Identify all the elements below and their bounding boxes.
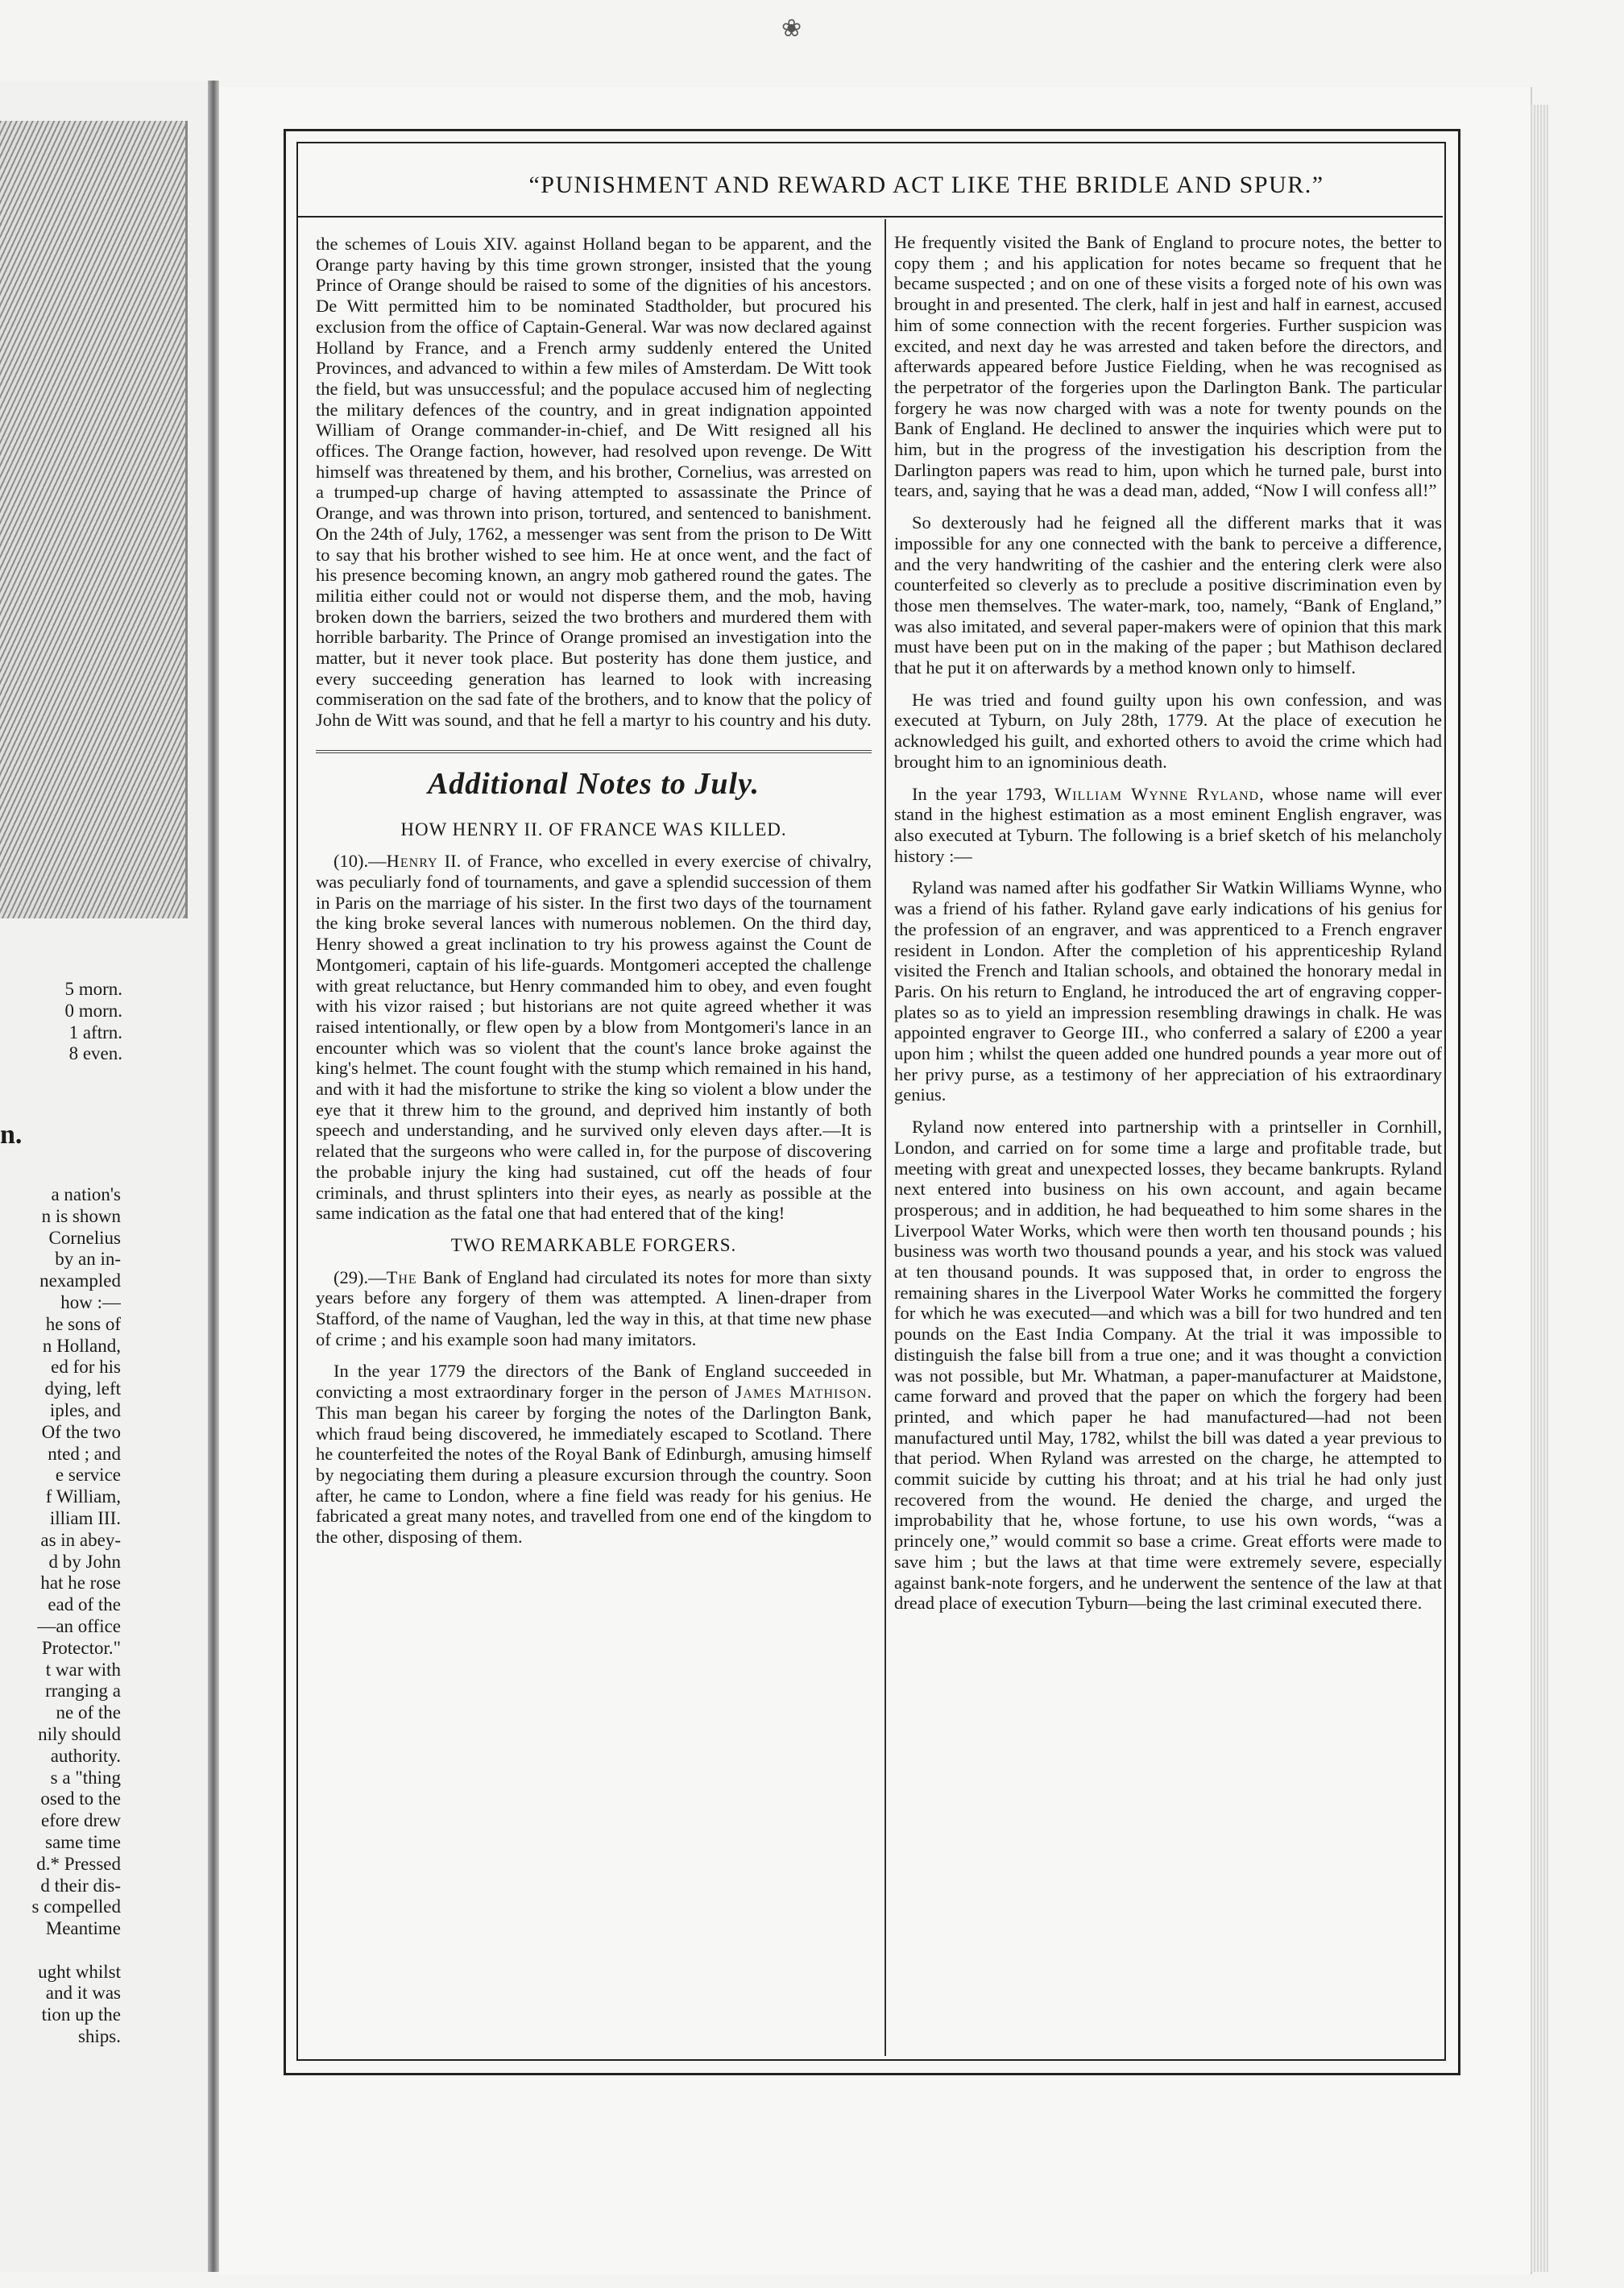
left-page-line: ead of the	[48, 1594, 121, 1615]
left-page-line: ed for his	[51, 1357, 121, 1378]
date-lead: (29).—	[334, 1266, 387, 1287]
left-page-line: how :—	[60, 1291, 121, 1312]
small-caps-name: Henry	[386, 851, 438, 872]
right-column	[894, 232, 1442, 1625]
column-rule	[884, 219, 886, 2056]
left-page-line: dying, left	[44, 1378, 121, 1399]
left-page-line: rranging a	[45, 1681, 121, 1701]
page-edges	[1531, 105, 1548, 2272]
left-page-line: hat he rose	[40, 1573, 121, 1594]
left-page-line: authority.	[50, 1745, 121, 1766]
paragraph-text: II. of France, who excelled in every exercise of chivalry, was peculiarly fond of tournaments, and gave a splendid succession of them in Paris on the marriage of his sister. In the first two days of the tournament the king broke several lances with numerous noblemen. On the third day, Henry showed a great inclination to try his prowess against the Count de Montgomeri, captain of his life-guards. Montgomeri accepted the challenge with great reluctance, but Henry commanded him to obey, and even fought with his vizor raised ; but historians are not quite agreed whether it was raised intentionally, or flew open by a blow from Montgomeri's lance in an encounter which was so violent that the count's lance broke against the king's helmet. The count fought with the stump which remained in his hand, and with it had the misfortune to strike the king so violent a blow under the eye that it threw him to the ground, and deprived him instantly of both speech and understanding, and he survived only eleven days after.—It is related that the surgeons who were called in, for the purpose of discovering the probable injury the king had sustained, cut off the heads of four criminals, and thrust splinters into their eyes, as nearly as possible at the same indication as the fatal one that had entered that of the king!	[316, 851, 872, 1224]
left-page-line: e service	[55, 1465, 121, 1486]
left-page-line: f William,	[45, 1486, 121, 1507]
left-page-line: nted ; and	[48, 1443, 121, 1464]
left-page-line: efore drew	[41, 1810, 121, 1831]
section-rule	[316, 750, 872, 753]
left-page-line	[0, 1940, 121, 1962]
left-page-text	[0, 1184, 121, 2048]
paragraph	[316, 1267, 872, 1350]
left-page-times	[0, 979, 122, 1065]
printer-mark: ❀	[781, 15, 802, 43]
left-column	[316, 234, 872, 1559]
small-caps-name: James Mathison	[735, 1382, 868, 1403]
time-line: 0 morn.	[64, 1000, 122, 1021]
time-line: 5 morn.	[64, 979, 122, 999]
left-page-line: d by John	[48, 1551, 121, 1572]
left-page-line: n is shown	[41, 1205, 121, 1226]
subheading: HOW HENRY II. OF FRANCE WAS KILLED.	[400, 819, 787, 839]
left-page-line: as in abey-	[40, 1529, 121, 1550]
left-page-line: ught whilst	[38, 1961, 121, 1982]
date-lead: (10).—	[334, 851, 387, 872]
left-page-line: a nation's	[51, 1184, 121, 1204]
left-page-line: ne of the	[56, 1702, 121, 1723]
paragraph: He was tried and found guilty upon his own confession, and was executed at Tyburn, on July 28th, 1779. At the place of execution he acknowledged his guilt, and exhorted others to avoid the crime which had brought him to an ignominious death.	[894, 689, 1442, 772]
small-caps-name: William Wynne Ryland	[1054, 783, 1260, 804]
paragraph-text: In the year 1779 the directors of the Bank of England succeeded in convicting a most extraordinary forger in the person of	[316, 1361, 872, 1403]
section-title: Additional Notes to July.	[427, 766, 760, 801]
paragraph	[316, 1361, 872, 1547]
book-gutter	[208, 81, 219, 2272]
small-caps-name: The	[386, 1266, 417, 1287]
paragraph-text: , whose name will ever stand in the highest estimation as a most eminent English engraver, was also executed at Tyburn. The following is a brief sketch of his melancholy history :—	[894, 783, 1442, 866]
left-page-line: n Holland,	[42, 1335, 121, 1356]
left-page-line: nexampled	[39, 1270, 121, 1291]
left-page-line: iples, and	[49, 1399, 121, 1420]
left-page-heading: n.	[0, 1120, 23, 1150]
paragraph: the schemes of Louis XIV. against Holland began to be apparent, and the Orange party having by this time grown stronger, insisted that the young Prince of Orange should be raised to some of the dignities of his ancestors. De Witt permitted him to be nominated Stadtholder, but procured his exclusion from the office of Captain-General. War was now declared against Holland by France, and a French army suddenly entered the United Provinces, and advanced to within a few miles of Amsterdam. De Witt took the field, but was unsuccessful; and the populace accused him of neglecting the military defences of the country, and in great indignation appointed William of Orange commander-in-chief, and De Witt resigned all his offices. The Orange faction, however, had resolved upon revenge. De Witt himself was threatened by them, and his brother, Cornelius, was arrested on a trumped-up charge of having attempted to assassinate the Prince of Orange, and was thrown into prison, tortured, and sentenced to banishment. On the 24th of July, 1762, a messenger was sent from the prison to De Witt to say that his brother wished to see him. He at once went, and the fact of his presence becoming known, an angry mob gathered round the gates. The militia either could not or would not disperse them, and the mob, having broken down the barriers, seized the two brothers and murdered them with horrible barbarity. The Prince of Orange promised an investigation into the matter, but it never took place. But posterity has done them justice, and every succeeding generation has learned to look with increasing commiseration on the sad fate of the brothers, and to know that the policy of John de Witt was sound, and that he fell a martyr to his country and his duty.	[316, 234, 872, 731]
time-line: 1 aftrn.	[68, 1022, 122, 1042]
left-page-line: by an in-	[55, 1249, 121, 1270]
left-page-line: illiam III.	[49, 1507, 121, 1528]
left-page-line: and it was	[45, 1983, 121, 2004]
left-page-line: Meantime	[45, 1918, 121, 1939]
header-rule	[298, 216, 1443, 218]
left-page-line: d their dis-	[40, 1875, 121, 1896]
left-page-line: nily should	[38, 1723, 121, 1744]
left-page-line: d.* Pressed	[36, 1853, 121, 1874]
left-page-line: tion up the	[41, 2004, 121, 2025]
left-page-line: Of the two	[41, 1421, 121, 1442]
paragraph-text: In the year 1793,	[912, 783, 1054, 804]
left-page-line: same time	[45, 1831, 121, 1852]
left-page-line: osed to the	[40, 1789, 121, 1809]
paragraph-text: . This man began his career by forging the notes of the Darlington Bank, which fraud being discovered, he immediately escaped to Scotland. There he counterfeited the notes of the Royal Bank of Edinburgh, amusing himself by negociating them during a pleasure excursion through the country. Soon after, he came to London, where a fine field was ready for his genius. He fabricated a great many notes, and travelled from one end of the kingdom to the other, disposing of them.	[316, 1382, 872, 1548]
paragraph: So dexterously had he feigned all the different marks that it was impossible for any one connected with the bank to perceive a difference, and the very handwriting of the cashier and the entering clerk were also counterfeited so cleverly as to preclude a positive discrimination even by those men themselves. The water-mark, too, namely, “Bank of England,” was also imitated, and several paper-makers were of opinion that this mark must have been put on in the making of the paper ; but Mathison declared that he put it on afterwards by a method known only to himself.	[894, 512, 1442, 678]
paragraph	[316, 851, 872, 1224]
left-page-line: Cornelius	[48, 1227, 121, 1248]
left-page-line: Protector."	[41, 1637, 121, 1658]
left-page-line: s compelled	[31, 1896, 121, 1917]
left-page-line: t war with	[45, 1659, 121, 1680]
paragraph: Ryland now entered into partnership with a printseller in Cornhill, London, and carried on for some time a large and profitable trade, but meeting with great and unexpected losses, they became bankrupts. Ryland next entered into business on his own account, and again became prosperous; and in addition, he had bequeathed to him some shares in the Liverpool Water Works, which were then worth ten thousand pounds ; his business was worth two thousand pounds a year, and his stock was valued at ten thousand pounds. It was supposed that, in order to engross the remaining shares in the Liverpool Water Works he committed the forgery for which he was executed—and which was a bill for two hundred and ten pounds on the East India Company. At the trial it was impossible to distinguish the false bill from a true one; and it was thought a conviction was not possible, but Mr. Whatman, a paper-manufacturer at Maidstone, came forward and proved that the paper on which the forgery had been printed, and which paper he had manufactured—had not been manufactured until May, 1782, whilst the bill was dated a year previous to that period. When Ryland was arrested on the charge, he attempted to commit suicide by cutting his throat; and at his trial he had only just recovered from the wound. He denied the charge, and urged the improbability that he, whose fortune, to use his own words, “was a princely one,” would commit so base a crime. Great efforts were made to save him ; but the laws at that time were extremely severe, especially against bank-note forgers, and he underwent the sentence of the law at that dread place of execution Tyburn—being the last criminal executed there.	[894, 1117, 1442, 1614]
left-page-line: —an office	[37, 1615, 121, 1636]
left-page-engraving	[0, 121, 188, 918]
time-line: 8 even.	[68, 1043, 122, 1064]
paragraph: Ryland was named after his godfather Sir Watkin Williams Wynne, who was a friend of his father. Ryland gave early indications of his genius for the profession of an engraver, and was apprenticed to a French engraver resident in London. After the completion of his apprenticeship Ryland visited the French and Italian schools, and obtained the honorary medal in Paris. On his return to England, he introduced the art of engraving copper-plates so as to yield an impression resembling drawings in chalk. He was appointed engraver to George III., who conferred a salary of £200 a year upon him ; whilst the queen added one hundred pounds a year more out of her privy purse, as a testimony of her appreciation of his extraordinary genius.	[894, 877, 1442, 1105]
running-head: “PUNISHMENT AND REWARD ACT LIKE THE BRIDLE AND SPUR.”	[528, 172, 1324, 198]
paragraph: He frequently visited the Bank of England to procure notes, the better to copy them ; and his application for notes became so frequent that he became suspected ; and on one of these visits a forged note of his own was brought in and presented. The clerk, half in jest and half in earnest, accused him of some connection with the recent forgeries. Further suspicion was excited, and next day he was arrested and taken before the directors, and afterwards appeared before Justice Fielding, when he was recognised as the perpetrator of the forgeries upon the Darlington Bank. The particular forgery he was now charged with was a note for twenty pounds on the Bank of England. He declined to answer the inquiries which were put to him, but in the progress of the investigation his description from the Darlington papers was read to him, upon which he turned pale, burst into tears, and, saying that he was a dead man, added, “Now I will confess all!”	[894, 232, 1442, 501]
left-page-line: he sons of	[45, 1313, 121, 1334]
left-page-line: ships.	[77, 2026, 121, 2047]
paragraph-text: Bank of England had circulated its notes for more than sixty years before any forgery of them was attempted. A linen-draper from Stafford, of the name of Vaughan, led the way in this, at that time new phase of crime ; and his example soon had many imitators.	[316, 1266, 872, 1349]
left-page-line: s a "thing	[50, 1767, 121, 1788]
paragraph	[894, 784, 1442, 867]
subheading: TWO REMARKABLE FORGERS.	[450, 1234, 737, 1255]
